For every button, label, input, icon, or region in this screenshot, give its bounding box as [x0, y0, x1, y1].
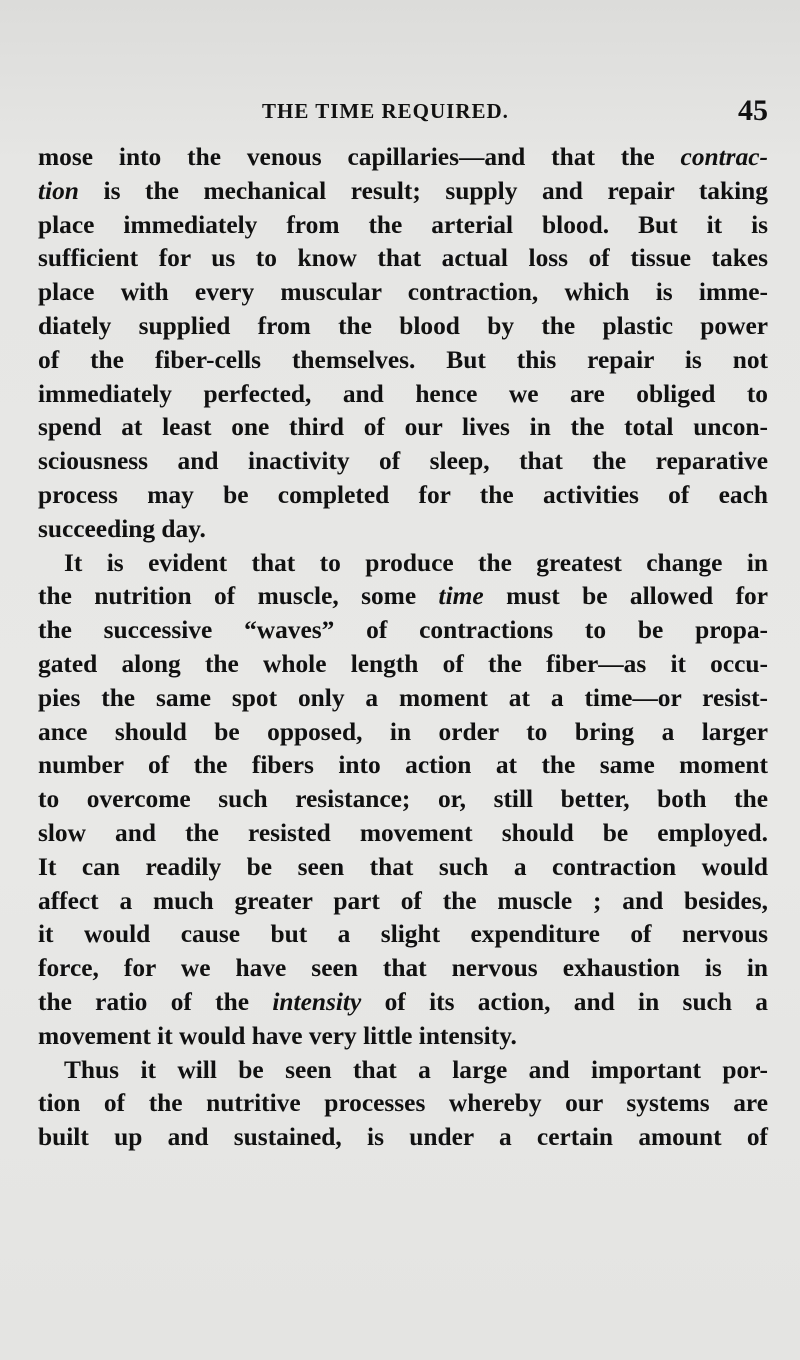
text-line: affect a much greater part of the muscle ; and besides,: [38, 886, 768, 915]
text-line: gated along the whole length of the fiber—as it occu-: [38, 649, 768, 678]
italic-emphasis: intensity: [272, 987, 362, 1016]
text-line: diately supplied from the blood by the plastic power: [38, 311, 768, 340]
text-line: tion is the mechanical result; supply and repair taking: [38, 176, 768, 205]
italic-emphasis: contrac-: [680, 143, 768, 171]
text-line: number of the fibers into action at the same moment: [38, 751, 768, 780]
running-head: [0, 96, 800, 126]
text-line: the nutrition of muscle, some time must be allowed for: [38, 582, 768, 611]
text-line: the successive “waves” of contractions to be propa-: [38, 616, 768, 645]
body-text: [38, 141, 768, 1155]
paragraph: [38, 141, 768, 547]
text-line: it would cause but a slight expenditure of nervous: [38, 920, 768, 949]
italic-emphasis: time: [438, 582, 484, 611]
text-line: movement it would have very little intensity.: [38, 1021, 517, 1050]
text-line: tion of the nutritive processes whereby our systems are: [38, 1089, 768, 1118]
text-line: mose into the venous capillaries—and that the contrac-: [38, 143, 768, 171]
text-line: process may be completed for the activities of each: [38, 480, 768, 509]
text-line: ance should be opposed, in order to bring a larger: [38, 717, 768, 746]
text-line: It is evident that to produce the greatest change in: [64, 548, 768, 577]
text-line: sufficient for us to know that actual loss of tissue takes: [38, 244, 768, 273]
text-line: place immediately from the arterial blood. But it is: [38, 210, 768, 239]
running-title: THE TIME REQUIRED.: [262, 99, 509, 123]
paragraph: [38, 547, 768, 1054]
text-line: the ratio of the intensity of its action, and in such a: [38, 987, 768, 1016]
text-line: to overcome such resistance; or, still better, both the: [38, 785, 768, 814]
text-line: slow and the resisted movement should be employed.: [38, 818, 768, 847]
text-line: force, for we have seen that nervous exhaustion is in: [38, 954, 768, 983]
text-line: built up and sustained, is under a certain amount of: [38, 1123, 768, 1152]
text-line: spend at least one third of our lives in the total uncon-: [38, 413, 768, 442]
page-number: 45: [738, 94, 768, 127]
text-line: place with every muscular contraction, which is imme-: [38, 278, 768, 307]
text-line: It can readily be seen that such a contraction would: [38, 852, 768, 881]
text-line: of the fiber-cells themselves. But this repair is not: [38, 345, 768, 374]
italic-emphasis: tion: [38, 176, 79, 205]
paragraph: [38, 1054, 768, 1155]
text-line: Thus it will be seen that a large and important por-: [64, 1055, 768, 1084]
text-line: sciousness and inactivity of sleep, that the reparative: [38, 447, 768, 476]
text-line: succeeding day.: [38, 514, 206, 543]
text-line: pies the same spot only a moment at a time—or resist-: [38, 683, 768, 712]
text-line: immediately perfected, and hence we are obliged to: [38, 379, 768, 408]
